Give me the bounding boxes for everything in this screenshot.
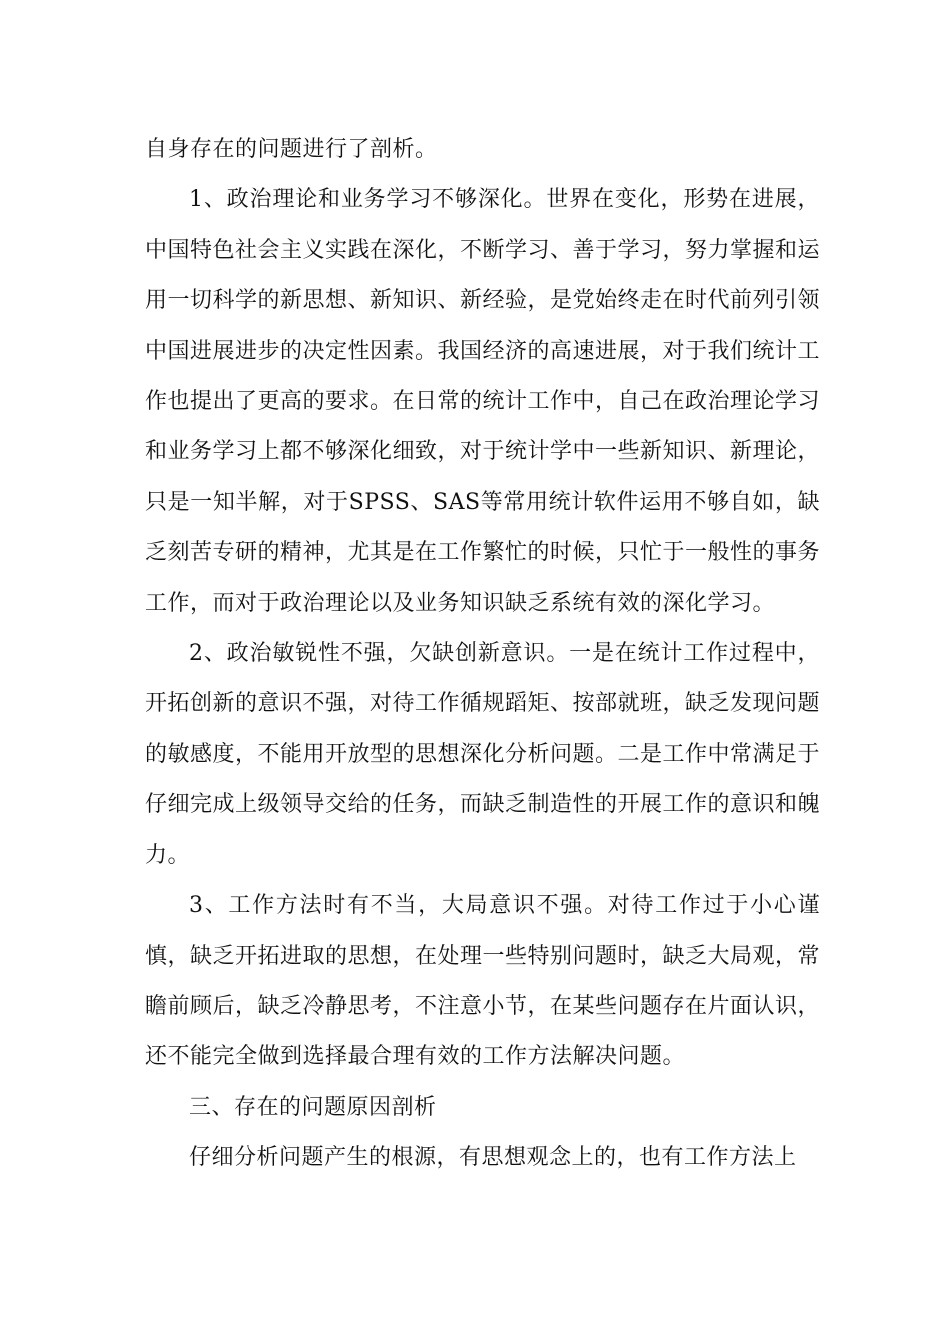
document-body xyxy=(145,125,820,1184)
paragraph-continuation: 自身存在的问题进行了剖析。 xyxy=(145,137,438,162)
section-heading-3: 三、存在的问题原因剖析 xyxy=(189,1094,437,1120)
paragraph-cause-analysis: 仔细分析问题产生的根源，有思想观念上的，也有工作方法上 xyxy=(189,1145,797,1171)
paragraph-point-2: 2、政治敏锐性不强，欠缺创新意识。一是在统计工作过程中，开拓创新的意识不强，对待工作循规蹈矩、按部就班，缺乏发现问题的敏感度，不能用开放型的思想深化分析问题。二是工作中常满足于仔细完成上级领导交给的任务，而缺乏制造性的开展工作的意识和魄力。 xyxy=(145,641,821,868)
paragraph-point-1: 1、政治理论和业务学习不够深化。世界在变化，形势在进展，中国特色社会主义实践在深化，不断学习、善于学习，努力掌握和运用一切科学的新思想、新知识、新经验，是党始终走在时代前列引领中国进展进步的决定性因素。我国经济的高速进展，对于我们统计工作也提出了更高的要求。在日常的统计工作中，自己在政治理论学习和业务学习上都不够深化细致，对于统计学中一些新知识、新理论，只是一知半解，对于SPSS、SAS等常用统计软件运用不够自如，缺乏刻苦专研的精神，尤其是在工作繁忙的时候，只忙于一般性的事务工作，而对于政治理论以及业务知识缺乏系统有效的深化学习。 xyxy=(145,187,821,616)
paragraph-point-3: 3、工作方法时有不当，大局意识不强。对待工作过于小心谨慎，缺乏开拓进取的思想，在处理一些特别问题时，缺乏大局观，常瞻前顾后，缺乏冷静思考，不注意小节，在某些问题存在片面认识，还不能完全做到选择最合理有效的工作方法解决问题。 xyxy=(145,893,821,1070)
